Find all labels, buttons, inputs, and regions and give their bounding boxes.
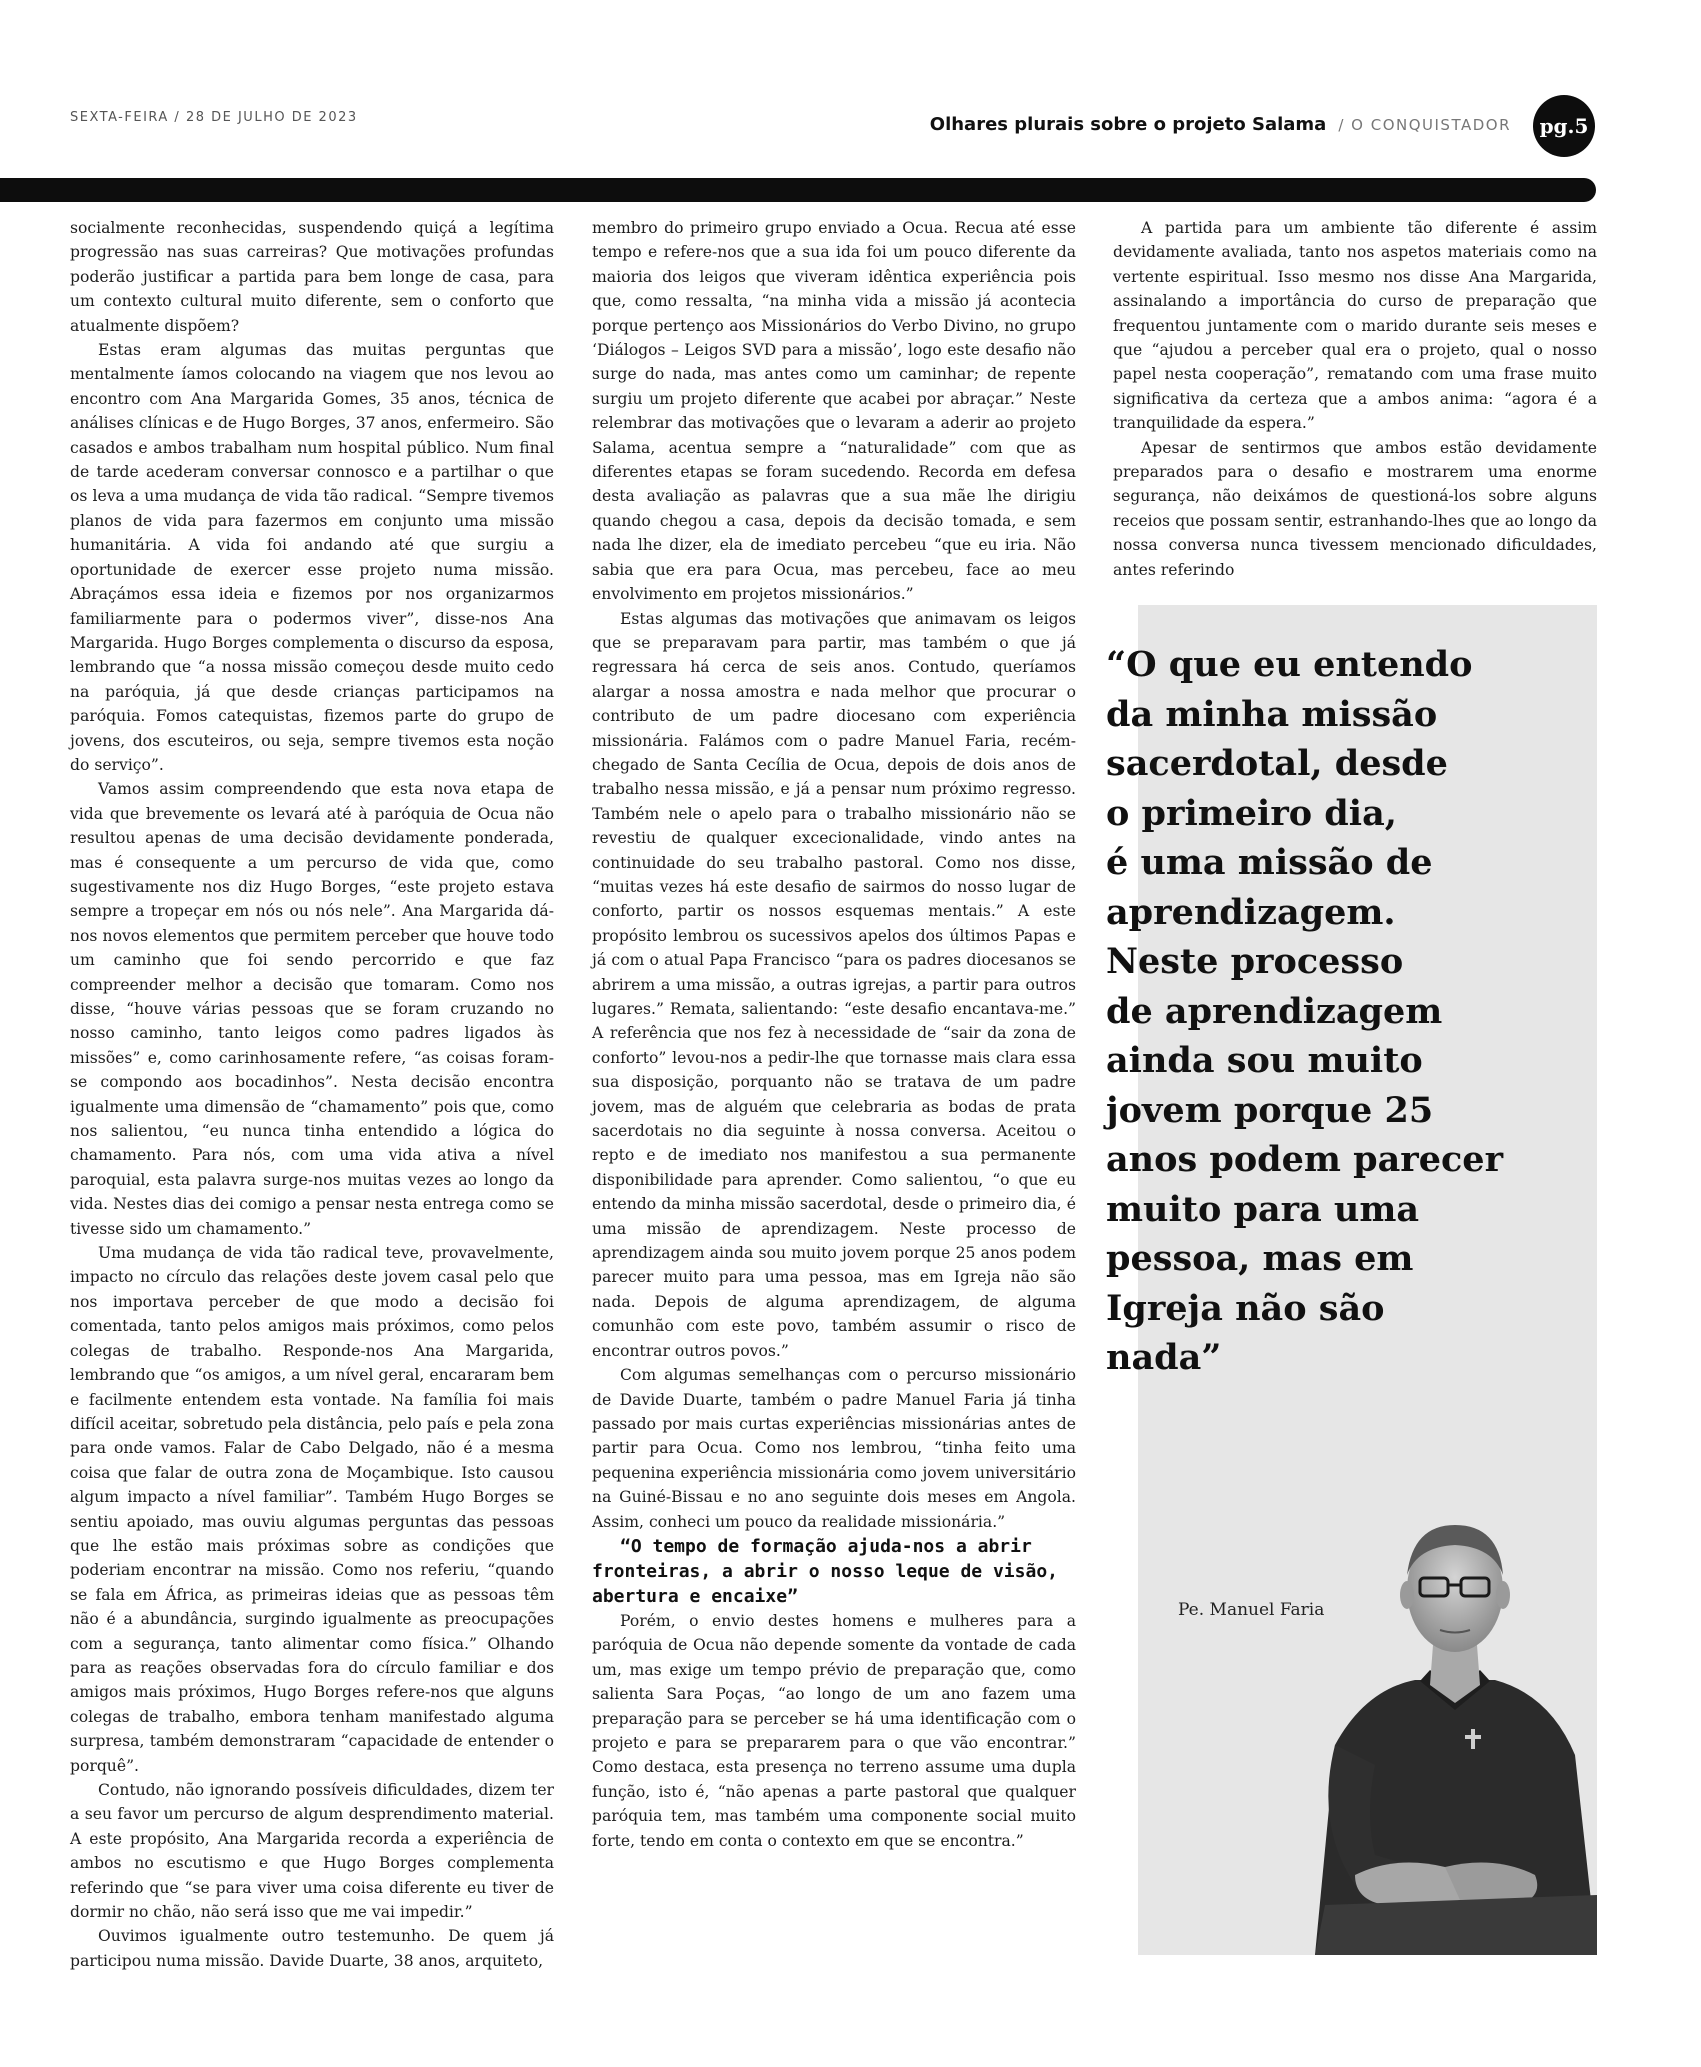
pull-quote: “O que eu entendo da minha missão sacerdotal, desde o primeiro dia, é uma missão de aprendizagem. Neste processo de aprendizagem ainda sou muito jovem porque 25 anos podem parecer muito para uma pessoa, mas em Igreja não são nada” xyxy=(1106,644,1504,1378)
header-right xyxy=(930,114,1511,135)
article-column-3 xyxy=(1113,216,1597,579)
article-column-2 xyxy=(592,216,1076,1906)
paragraph: Estas algumas das motivações que animavam os leigos que se preparavam para partir, mas também o que já regressara há cerca de seis anos. Contudo, queríamos alargar a nossa amostra e nada melhor que procurar o contributo de um padre diocesano com experiência missionária. Falámos com o padre Manuel Faria, recém-chegado de Santa Cecília de Ocua, depois de dois anos de trabalho nessa missão, e já a pensar num próximo regresso. Também nele o apelo para o trabalho missionário não se revestiu de qualquer excecionalidade, vindo antes na continuidade do seu trabalho pastoral. Como nos disse, “muitas vezes há este desafio de sairmos do nosso lugar de conforto, partir os nossos esquemas mentais.” A este propósito lembrou os sucessivos apelos dos últimos Papas e já com o atual Papa Francisco “para os padres diocesanos se abrirem a uma missão, a outras igrejas, a partir para outros lugares.” Remata, salientando: “este desafio encantava-me.” A referência que nos fez à necessidade de “sair da zona de conforto” levou-nos a pedir-lhe que tornasse mais clara essa sua disposição, porquanto não se tratava de um padre jovem, mas de alguém que celebraria as bodas de prata sacerdotais no dia seguinte à nossa conversa. Aceitou o repto e de imediato nos manifestou a sua permanente disponibilidade para aprender. Como salientou, “o que eu entendo da minha missão sacerdotal, desde o primeiro dia, é uma missão de aprendizagem. Neste processo de aprendizagem ainda sou muito jovem porque 25 anos podem parecer muito para uma pessoa, mas em Igreja não são nada. Depois de alguma aprendizagem, de alguma comunhão com este povo, também assumir o risco de encontrar outros povos.” xyxy=(592,609,1076,1360)
section-subheading: “O tempo de formação ajuda-nos a abrir fronteiras, a abrir o nosso leque de visão, abertura e encaixe” xyxy=(592,1535,1058,1607)
paragraph: Porém, o envio destes homens e mulheres para a paróquia de Ocua não depende somente da vontade de cada um, mas exige um tempo prévio de preparação que, como salienta Sara Poças, “ao longo de um ano fazem uma preparação para se perceber se há uma identificação com o projeto e para se prepararem para o que vão encontrar.” Como destaca, esta presença no terreno assume uma dupla função, isto é, “não apenas a parte pastoral que qualquer paróquia tem, mas também uma componente social muito forte, tendo em conta o contexto em que se encontra.” xyxy=(592,1611,1076,1850)
paragraph: Apesar de sentirmos que ambos estão devidamente preparados para o desafio e mostrarem uma enorme segurança, não deixámos de questioná-los sobre alguns receios que possam sentir, estranhando-lhes que ao longo da nossa conversa nunca tivessem mencionado dificuldades, antes referindo xyxy=(1113,438,1597,579)
paragraph: Vamos assim compreendendo que esta nova etapa de vida que brevemente os levará até à paróquia de Ocua não resultou apenas de uma decisão devidamente ponderada, mas é consequente a um percurso de vida que, como sugestivamente nos diz Hugo Borges, “este projeto estava sempre a tropeçar em nós ou nós nele”. Ana Margarida dá-nos novos elementos que permitem perceber que houve todo um caminho que foi sendo percorrido e que faz compreender melhor a decisão que tomaram. Como nos disse, “houve várias pessoas que se foram cruzando no nosso caminho, tanto leigos como padres ligados às missões” e, como carinhosamente refere, “as coisas foram-se compondo aos bocadinhos”. Nesta decisão encontra igualmente uma dimensão de “chamamento” pois que, como nos salientou, “eu nunca tinha entendido a lógica do chamamento. Para nós, com uma vida ativa a nível paroquial, esta palavra surge-nos muitas vezes ao longo da vida. Nestes dias dei comigo a pensar nesta entrega como se tivesse sido um chamamento.” xyxy=(70,780,554,1238)
photo-caption: Pe. Manuel Faria xyxy=(1178,1600,1325,1620)
issue-date: SEXTA-FEIRA / 28 DE JULHO DE 2023 xyxy=(70,110,358,125)
paragraph: Uma mudança de vida tão radical teve, provavelmente, impacto no círculo das relações deste jovem casal pelo que nos importava perceber de que modo a decisão foi comentada, tanto pelos amigos mais próximos, como pelos colegas de trabalho. Responde-nos Ana Margarida, lembrando que “os amigos, a um nível geral, encararam bem e facilmente entendem esta vontade. Na família foi mais difícil aceitar, sobretudo pela distância, pelo país e pela zona para onde vamos. Falar de Cabo Delgado, não é a mesma coisa que falar de outra zona de Moçambique. Isto causou algum impacto a nível familiar”. Também Hugo Borges se sentiu apoiado, mas ouviu algumas perguntas das pessoas que lhe estão mais próximas sobre as condições que poderiam encontrar na missão. Como nos referiu, “quando se fala em África, as primeiras ideias que as pessoas têm não é a abundância, surgindo igualmente as preocupações com a segurança, tanto alimentar como física.” Olhando para as reações observadas fora do círculo familiar e dos amigos mais próximos, Hugo Borges refere-nos que alguns colegas de trabalho, embora tenham manifestado alguma surpresa, também demonstraram “capacidade de entender o porquê”. xyxy=(70,1244,554,1775)
portrait-illustration xyxy=(1295,1495,1597,1955)
article-column-1 xyxy=(70,216,554,1970)
paragraph: socialmente reconhecidas, suspendendo quiçá a legítima progressão nas suas carreiras? Que motivações profundas poderão justificar a partida para bem longe de casa, para um contexto cultural muito diferente, sem o conforto que atualmente dispõem? xyxy=(70,219,554,335)
article-series-title: Olhares plurais sobre o projeto Salama xyxy=(929,114,1327,135)
paragraph: Estas eram algumas das muitas perguntas que mentalmente íamos colocando na viagem que nos levou ao encontro com Ana Margarida Gomes, 35 anos, técnica de análises clínicas e de Hugo Borges, 37 anos, enfermeiro. São casados e ambos trabalham num hospital público. Num final de tarde acederam conversar connosco e a partilhar o que os leva a uma mudança de vida tão radical. “Sempre tivemos planos de vida para fazermos em conjunto uma missão humanitária. A vida foi andando até que surgiu a oportunidade de exercer esse projeto numa missão. Abraçámos essa ideia e fizemos por nos organizarmos familiarmente para o podermos viver”, disse-nos Ana Margarida. Hugo Borges complementa o discurso da esposa, lembrando que “a nossa missão começou desde muito cedo na paróquia, já que desde crianças participamos na paróquia. Fomos catequistas, fizemos parte do grupo de jovens, dos escuteiros, ou seja, sempre tivemos esta noção do serviço”. xyxy=(70,341,554,774)
header-divider-bar xyxy=(0,178,1596,202)
section-label: / O CONQUISTADOR xyxy=(1338,116,1511,134)
paragraph: membro do primeiro grupo enviado a Ocua. Recua até esse tempo e refere-nos que a sua ida foi um pouco diferente da maioria dos leigos que viveram idêntica experiência pois que, como ressalta, “na minha vida a missão já acontecia porque pertenço aos Missionários do Verbo Divino, no grupo ‘Diálogos – Leigos SVD para a missão’, logo este desafio não surge do nada, mas antes como um caminhar; de repente surgiu um projeto diferente que acabei por abraçar.” Neste relembrar das motivações que o levaram a aderir ao projeto Salama, acentua sempre a “naturalidade” com que as diferentes etapas se foram sucedendo. Recorda em defesa desta avaliação as palavras que a sua mãe lhe dirigiu quando chegou a casa, depois da decisão tomada, e sem nada lhe dizer, ela de imediato percebeu “que eu iria. Não sabia que era para Ocua, mas percebeu, face ao meu envolvimento em projetos missionários.” xyxy=(592,219,1076,604)
paragraph: Contudo, não ignorando possíveis dificuldades, dizem ter a seu favor um percurso de algum desprendimento material. A este propósito, Ana Margarida recorda a experiência de ambos no escutismo e que Hugo Borges complementa referindo que “se para viver uma coisa diferente eu tiver de dormir no chão, não será isso que me vai impedir.” xyxy=(70,1781,554,1922)
portrait-photo xyxy=(1295,1495,1597,1955)
paragraph: Com algumas semelhanças com o percurso missionário de Davide Duarte, também o padre Manuel Faria já tinha passado por mais curtas experiências missionárias antes de partir para Ocua. Como nos lembrou, “tinha feito uma pequenina experiência missionária como jovem universitário na Guiné-Bissau e no ano seguinte dois meses em Angola. Assim, conheci um pouco da realidade missionária.” xyxy=(592,1366,1076,1531)
page-number-badge: pg.5 xyxy=(1533,95,1595,157)
paragraph: A partida para um ambiente tão diferente é assim devidamente avaliada, tanto nos aspetos materiais como na vertente espiritual. Isso mesmo nos disse Ana Margarida, assinalando a importância do curso de preparação que frequentou juntamente com o marido durante seis meses e que “ajudou a perceber qual era o projeto, qual o nosso papel nesta cooperação”, rematando com uma frase muito significativa da certeza que a ambos anima: “agora é a tranquilidade da espera.” xyxy=(1113,219,1597,433)
paragraph: Ouvimos igualmente outro testemunho. De quem já participou numa missão. Davide Duarte, 38 anos, arquiteto, xyxy=(70,1927,554,1970)
